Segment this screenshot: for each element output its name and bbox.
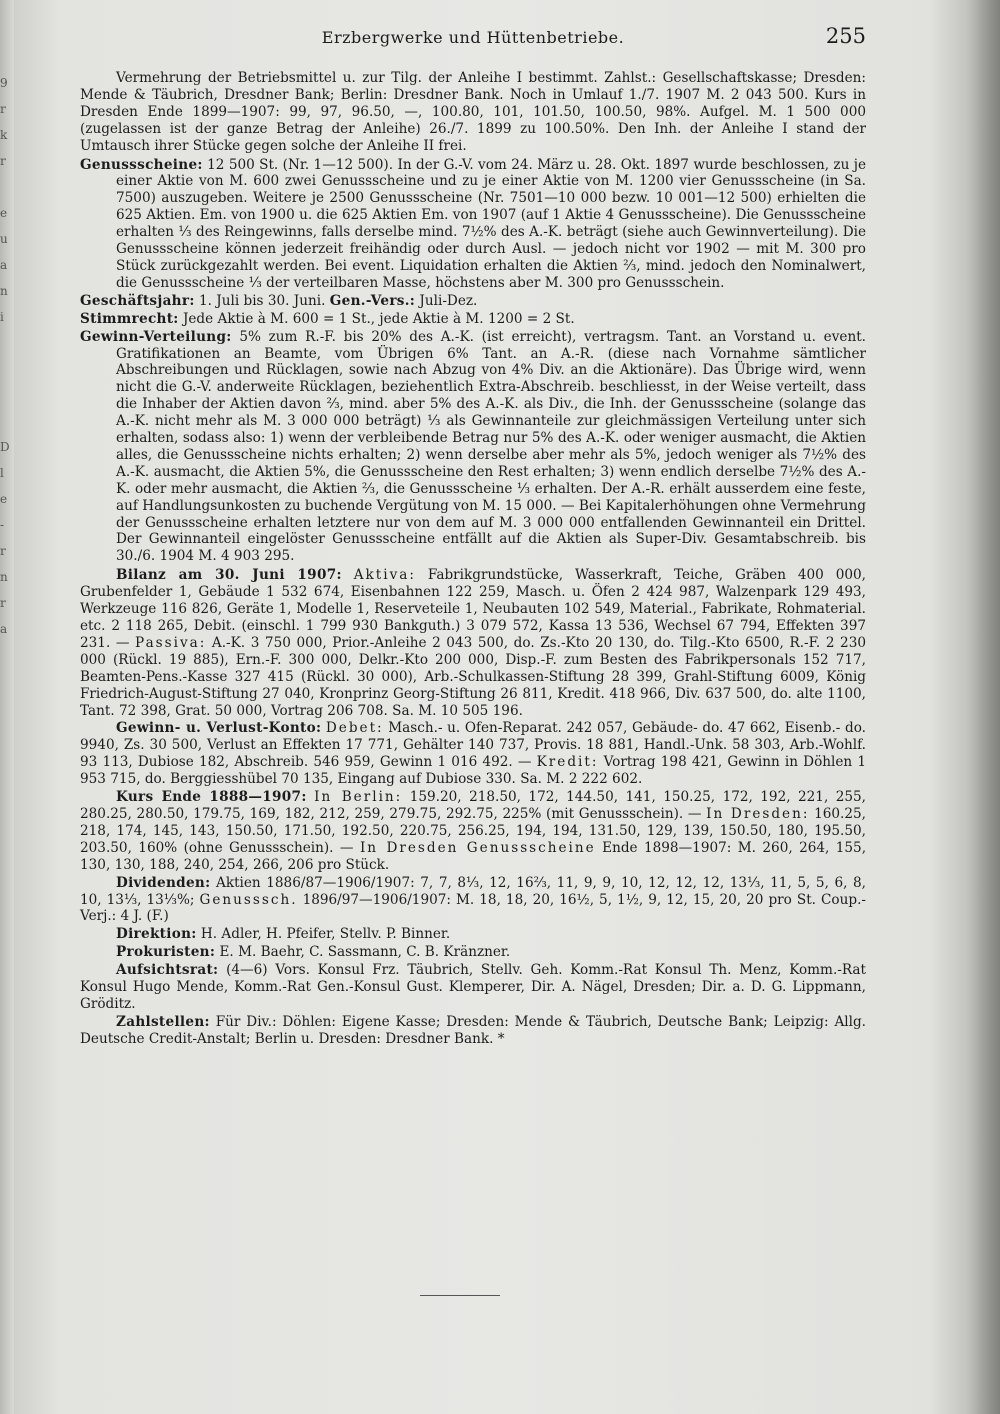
section-zahlstellen <box>80 1014 866 1048</box>
section-bilanz <box>80 567 866 719</box>
running-title: Erzbergwerke und Hüttenbetriebe. <box>321 28 625 47</box>
text-genussscheine: 12 500 St. (Nr. 1—12 500). In der G.-V. vom 24. März u. 28. Okt. 1897 wurde beschlossen, zu je einer Aktie von M. 600 zwei Genussscheine und zu je einer Aktie von M. 1200 vier Genussscheine (in Sa. 7500) auszugeben. Weitere je 2500 Genussscheine (Nr. 7501—10 000 bezw. 10 001—12 500) erhielten die 625 Aktien. Em. von 1900 u. die 625 Aktien Em. von 1907 (auf 1 Aktie 4 Genussscheine). Die Genussscheine erhalten ⅓ des Reingewinns, falls derselbe mind. 7½% des A.-K. beträgt (siehe auch Gewinnverteilung). Die Genussscheine können jederzeit freihändig oder durch Ausl. — jedoch nicht vor 1902 — mit M. 300 pro Stück zurückgezahlt werden. Bei event. Liquidation erhalten die Aktien ⅔, mind. jedoch den Nominalwert, die Genussscheine ⅓ der verteilbaren Masse, höchstens aber M. 300 pro Genussschein. <box>116 156 866 291</box>
label-aktiva: Aktiva: <box>353 567 416 584</box>
footer-rule <box>420 1295 500 1296</box>
label-gen-vers: Gen.-Vers.: <box>329 292 416 309</box>
text-aufsichtsrat: (4—6) Vors. Konsul Frz. Täubrich, Stellv. Geh. Komm.-Rat Konsul Th. Menz, Komm.-Rat Konsul Hugo Mende, Komm.-Rat Gen.-Konsul Gust. Klemperer, Dir. A. Nägel, Dresden; Dir. a. D. G. Lippmann, Gröditz. <box>80 962 866 1012</box>
label-stimmrecht: Stimmrecht: <box>80 310 179 327</box>
text-div-genuss: 1896/97—1906/1907: M. 18, 18, 20, 16½, 5, 1½, 9, 12, 15, 20, 20 pro St. Coup.-Verj.: 4 J. (F.) <box>80 891 866 925</box>
text-gewinn-verteilung: 5% zum R.-F. bis 20% des A.-K. (ist erreicht), vertragsm. Tant. an Vorstand u. event. Gratifikationen an Beamte, vom Übrigen 6% Tant. an A.-R. (diese nach Vornahme sämtlicher Abschreibungen und Rücklagen, sowie nach Abzug von 4% Div. an die Aktionäre). Das Übrige wird, wenn nicht die G.-V. anderweite Rücklagen, beziehentlich Extra-Abschreib. beschliesst, in der Weise verteilt, dass die Inhaber der Aktien davon ⅔, mind. aber 5% des A.-K. als Div., die Inh. der Genussscheine (solange das A.-K. nicht mehr als M. 3 000 000 beträgt) ⅓ als Gewinnanteile zur gleichmässigen Verteilung unter sich erhalten, sodass also: 1) wenn der verbleibende Betrag nur 5% des A.-K. oder weniger ausmacht, die Aktien alles, die Genussscheine nichts erhalten; 2) wenn derselbe aber mehr als 5%, jedoch weniger als 7½% des A.-K. ausmacht, die Aktien 5%, die Genussscheine den Rest erhalten; 3) wenn endlich derselbe 7½% des A.-K. oder mehr ausmacht, die Aktien ⅔, die Genussscheine ⅓ erhalten. Der A.-R. erhält ausserdem eine feste, auf Handlungsunkosten zu buchende Vergütung von M. 15 000. — Bei Kapitalerhöhungen ohne Vermehrung der Genussscheine erhalten letztere nur von dem auf M. 3 000 000 entfallenden Gewinnanteil ein Drittel. Der Gewinnanteil eingelöster Genussscheine entfällt auf die Aktien als Super-Div. Gesamtabschreib. bis 30./6. 1904 M. 4 903 295. <box>116 328 866 565</box>
margin-mark: a <box>0 258 8 272</box>
label-bilanz: Bilanz am 30. Juni 1907: <box>116 567 342 584</box>
paragraph-anleihe: Vermehrung der Betriebsmittel u. zur Tilg. der Anleihe I bestimmt. Zahlst.: Gesellschaftskasse; Dresden: Mende & Täubrich, Dresdner Bank; Berlin: Dresdner Bank. Noch in Umlauf 1./7. 1907 M. 2 043 500. Kurs in Dresden Ende 1899—1907: 99, 97, 96.50, —, 100.80, 101, 101.50, 100.50, 98%. Aufgel. M. 1 500 000 (zugelassen ist der ganze Betrag der Anleihe) 26./7. 1899 zu 100.50%. Den Inh. der Anleihe I stand der Umtausch ihrer Stücke gegen solche der Anleihe II frei. <box>80 70 866 154</box>
margin-mark: n <box>0 284 8 298</box>
label-kurs-genuss: In Dresden Genussscheine <box>359 839 596 856</box>
text-direktion: H. Adler, H. Pfeifer, Stellv. P. Binner. <box>200 926 451 943</box>
text-passiva: A.-K. 3 750 000, Prior.-Anleihe 2 043 500, do. Zs.-Kto 20 130, do. Tilg.-Kto 6500, R.-F. 2 230 000 (Rückl. 19 885), Ern.-F. 300 000, Delkr.-Kto 200 000, Disp.-F. zum Besten des Fabrikpersonals 152 717, Beamten-Pens.-Kasse 327 415 (Rückl. 30 000), Arb.-Schulkassen-Stiftung 28 399, Grahl-Stiftung 6009, König Friedrich-August-Stiftung 27 040, Kronprinz Georg-Stiftung 26 811, Kredit. 418 966, Div. 637 500, do. alte 1100, Tant. 72 398, Grat. 50 000, Vortrag 206 708. Sa. M. 10 505 196. <box>80 634 866 719</box>
margin-mark: l <box>0 466 4 480</box>
section-direktion <box>80 926 866 943</box>
label-aufsichtsrat: Aufsichtsrat: <box>116 962 219 979</box>
text-stimmrecht: Jede Aktie à M. 600 = 1 St., jede Aktie à M. 1200 = 2 St. <box>182 310 575 327</box>
section-prokuristen <box>80 944 866 961</box>
page-body <box>80 70 866 1049</box>
section-gewinn-verlust <box>80 720 866 788</box>
margin-mark: r <box>0 154 6 168</box>
running-head <box>80 24 866 50</box>
margin-mark: k <box>0 128 8 142</box>
section-genussscheine <box>80 157 866 292</box>
section-dividenden <box>80 875 866 926</box>
margin-mark: - <box>0 518 5 532</box>
page-edge-shadow <box>966 0 1000 1414</box>
text-kurs-dresden: 160.25, 218, 174, 145, 143, 150.50, 171.50, 192.50, 220.75, 256.25, 194, 194, 131.50, 129, 139, 150.50, 180, 195.50, 203.50, 160% (ohne Genussschein). — <box>80 805 866 856</box>
margin-mark: a <box>0 622 8 636</box>
label-gewinn-verlust: Gewinn- u. Verlust-Konto: <box>116 720 322 737</box>
label-kurs-dresden: In Dresden: <box>706 805 810 822</box>
section-aufsichtsrat <box>80 962 866 1013</box>
text-debet: Masch.- u. Ofen-Reparat. 242 057, Gebäude- do. 47 662, Eisenb.- do. 9940, Zs. 30 500, Verlust an Effekten 17 771, Gehälter 140 737, Provis. 18 881, Handl.-Unk. 58 303, Arb.-Wohlf. 93 113, Dubiose 182, Abschreib. 546 959, Gewinn 1 016 492. — <box>80 720 866 771</box>
margin-bleed-through <box>0 70 14 642</box>
section-gewinn-verteilung <box>80 329 866 566</box>
label-zahlstellen: Zahlstellen: <box>116 1013 210 1030</box>
label-gewinn-verteilung: Gewinn-Verteilung: <box>80 328 232 345</box>
margin-mark <box>0 356 14 382</box>
label-geschaeftsjahr: Geschäftsjahr: <box>80 292 195 309</box>
label-prokuristen: Prokuristen: <box>116 944 216 961</box>
label-passiva: Passiva: <box>135 634 207 651</box>
page-number: 255 <box>825 24 866 48</box>
margin-mark: r <box>0 102 6 116</box>
text-kurs-berlin: 159.20, 218.50, 172, 144.50, 141, 150.25, 172, 192, 221, 255, 280.25, 280.50, 179.75, 169, 182, 212, 259, 279.75, 292.75, 225% (mit Genussschein). — <box>80 789 867 822</box>
text-aktiva: Fabrikgrundstücke, Wasserkraft, Teiche, Gräben 400 000, Grubenfelder 1, Gebäude 1 532 674, Eisenbahnen 122 259, Masch. u. Öfen 2 424 987, Walzenpark 129 493, Werkzeuge 116 826, Geräte 1, Modelle 1, Reserveteile 1, Neubauten 102 549, Material., Fabrikate, Rohmaterial. etc. 2 118 265, Debit. (einschl. 1 799 930 Bankguth.) 3 079 572, Kassa 13 536, Wechsel 67 794, Effekten 397 231. — <box>80 567 866 651</box>
text-kredit: Vortrag 198 421, Gewinn in Döhlen 1 953 715, do. Berggiesshübel 70 135, Eingang auf Dubiose 330. Sa. M. 2 222 602. <box>80 754 866 788</box>
section-kurs <box>80 789 866 874</box>
section-stimmrecht <box>80 311 866 328</box>
text-gen-vers: Juli-Dez. <box>419 292 478 309</box>
label-div-genuss: Genusssch. <box>199 891 298 908</box>
margin-mark <box>0 174 14 200</box>
margin-mark <box>0 330 14 356</box>
margin-mark: n <box>0 570 8 584</box>
text-kurs-genuss: Ende 1898—1907: M. 260, 264, 155, 130, 130, 188, 240, 254, 266, 206 pro Stück. <box>80 839 867 873</box>
text-dividenden: Aktien 1886/87—1906/1907: 7, 7, 8⅓, 12, 16⅔, 11, 9, 9, 10, 12, 12, 12, 13⅓, 11, 5, 5, 6, 8, 10, 13⅓, 13⅓%; <box>80 874 866 908</box>
margin-mark <box>0 408 14 434</box>
text-prokuristen: E. M. Baehr, C. Sassmann, C. B. Kränzner. <box>219 944 511 961</box>
margin-mark: i <box>0 310 4 324</box>
margin-mark: r <box>0 544 6 558</box>
margin-mark: 9 <box>0 76 8 90</box>
margin-mark: r <box>0 596 6 610</box>
text-geschaeftsjahr: 1. Juli bis 30. Juni. <box>198 292 326 309</box>
label-kurs-berlin: In Berlin: <box>314 789 403 806</box>
label-debet: Debet: <box>325 720 384 737</box>
section-geschaeftsjahr <box>80 293 866 310</box>
label-kredit: Kredit: <box>536 754 599 771</box>
margin-mark: e <box>0 206 8 220</box>
text-zahlstellen: Für Div.: Döhlen: Eigene Kasse; Dresden: Mende & Täubrich, Deutsche Bank; Leipzig: Allg. Deutsche Credit-Anstalt; Berlin u. Dresden: Dresdner Bank. * <box>80 1013 866 1047</box>
margin-mark <box>0 382 14 408</box>
label-kurs: Kurs Ende 1888—1907: <box>116 789 307 806</box>
label-direktion: Direktion: <box>116 926 197 943</box>
margin-mark: D <box>0 440 10 454</box>
label-dividenden: Dividenden: <box>116 874 211 891</box>
margin-mark: u <box>0 232 8 246</box>
margin-mark: e <box>0 492 8 506</box>
label-genussscheine: Genussscheine: <box>80 156 203 173</box>
